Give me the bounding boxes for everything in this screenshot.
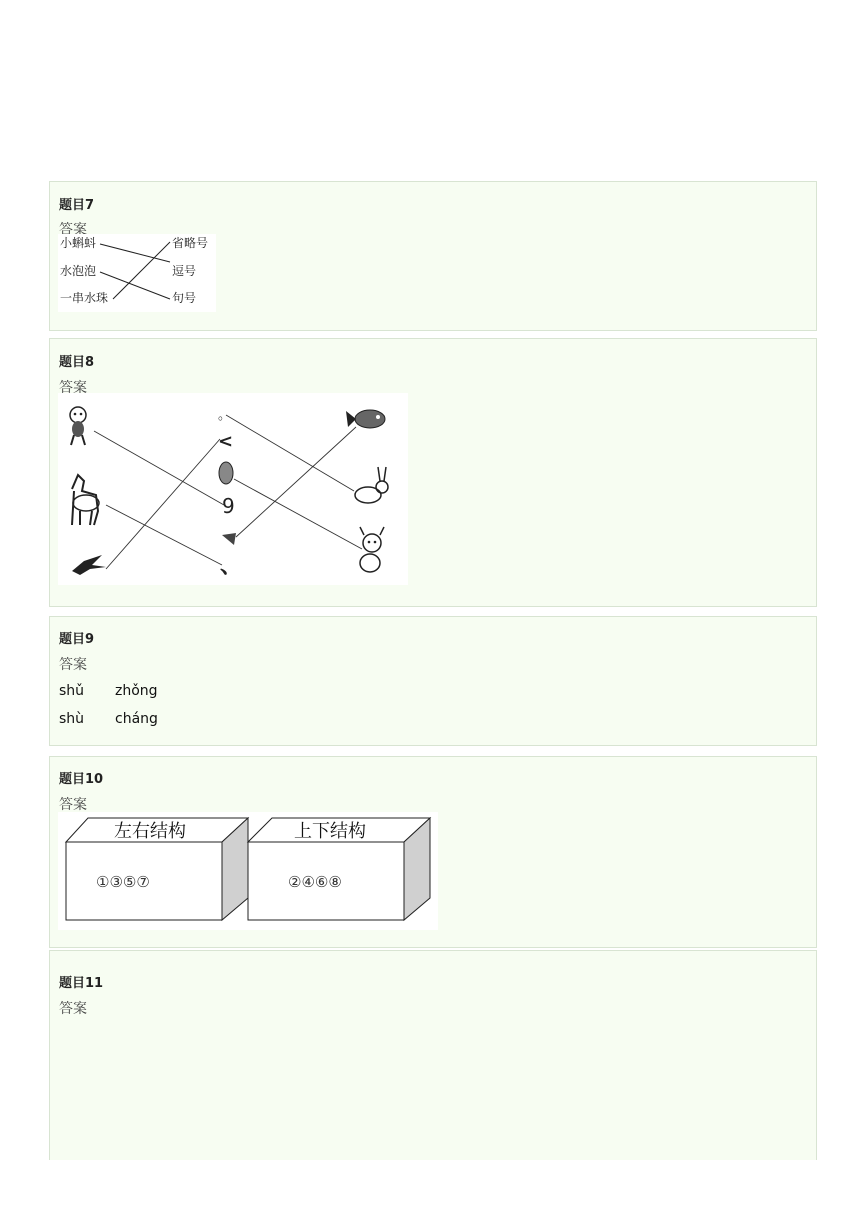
rabbit-icon bbox=[355, 467, 388, 503]
fish-icon bbox=[346, 410, 385, 428]
pinyin-text: zhǒng bbox=[115, 683, 158, 699]
swallow-icon bbox=[72, 555, 106, 575]
question-title: 题目7 bbox=[59, 198, 95, 213]
right-item: 省略号 bbox=[172, 236, 209, 250]
comb-icon bbox=[222, 533, 236, 545]
structure-box-left-right bbox=[66, 818, 248, 920]
nine-mark: 9 bbox=[222, 494, 235, 518]
answer-label: 答案 bbox=[59, 657, 87, 673]
calf-icon bbox=[360, 527, 384, 572]
answer-label: 答案 bbox=[59, 797, 87, 813]
question-card-7 bbox=[49, 181, 817, 331]
pinyin-text: shù bbox=[59, 711, 85, 727]
structure-boxes-picture bbox=[58, 812, 438, 930]
left-item: 小蝌蚪 bbox=[60, 236, 97, 250]
right-item: 逗号 bbox=[172, 264, 197, 278]
answer-label: 答案 bbox=[59, 222, 87, 238]
answer-label: 答案 bbox=[59, 380, 87, 396]
horse-icon bbox=[72, 475, 99, 525]
leaf-icon bbox=[219, 462, 233, 484]
pinyin-text: shǔ bbox=[59, 683, 85, 699]
question-title: 题目9 bbox=[59, 632, 95, 647]
match-line bbox=[106, 505, 222, 565]
match-line bbox=[100, 272, 170, 299]
match-line bbox=[106, 439, 220, 569]
dun-mark: 、 bbox=[220, 554, 243, 579]
left-item: 水泡泡 bbox=[60, 264, 97, 278]
box-numbers: ②④⑥⑧ bbox=[288, 873, 342, 891]
match-line bbox=[226, 415, 354, 491]
match-line bbox=[94, 431, 224, 505]
structure-box-top-bottom bbox=[248, 818, 430, 920]
question-card-9 bbox=[49, 616, 817, 746]
box-label: 左右结构 bbox=[114, 821, 186, 842]
question-title: 题目11 bbox=[59, 976, 104, 991]
question-title: 题目10 bbox=[59, 772, 104, 787]
match-line bbox=[234, 479, 362, 549]
question-card-8 bbox=[49, 338, 817, 607]
box-label: 上下结构 bbox=[294, 821, 366, 842]
matching-diagram bbox=[58, 234, 216, 312]
answer-label: 答案 bbox=[59, 1001, 87, 1017]
right-item: 句号 bbox=[172, 291, 197, 305]
left-item: 一串水珠 bbox=[60, 291, 109, 305]
circle-mark: 。 bbox=[218, 408, 232, 423]
angle-mark: < bbox=[218, 431, 234, 452]
box-numbers: ①③⑤⑦ bbox=[96, 873, 150, 891]
question-card-11 bbox=[49, 950, 817, 1160]
animal-matching-picture bbox=[58, 393, 408, 585]
monkey-icon bbox=[70, 407, 86, 445]
question-card-10 bbox=[49, 756, 817, 948]
pinyin-text: cháng bbox=[115, 711, 158, 727]
match-line bbox=[113, 242, 170, 299]
question-title: 题目8 bbox=[59, 355, 95, 370]
